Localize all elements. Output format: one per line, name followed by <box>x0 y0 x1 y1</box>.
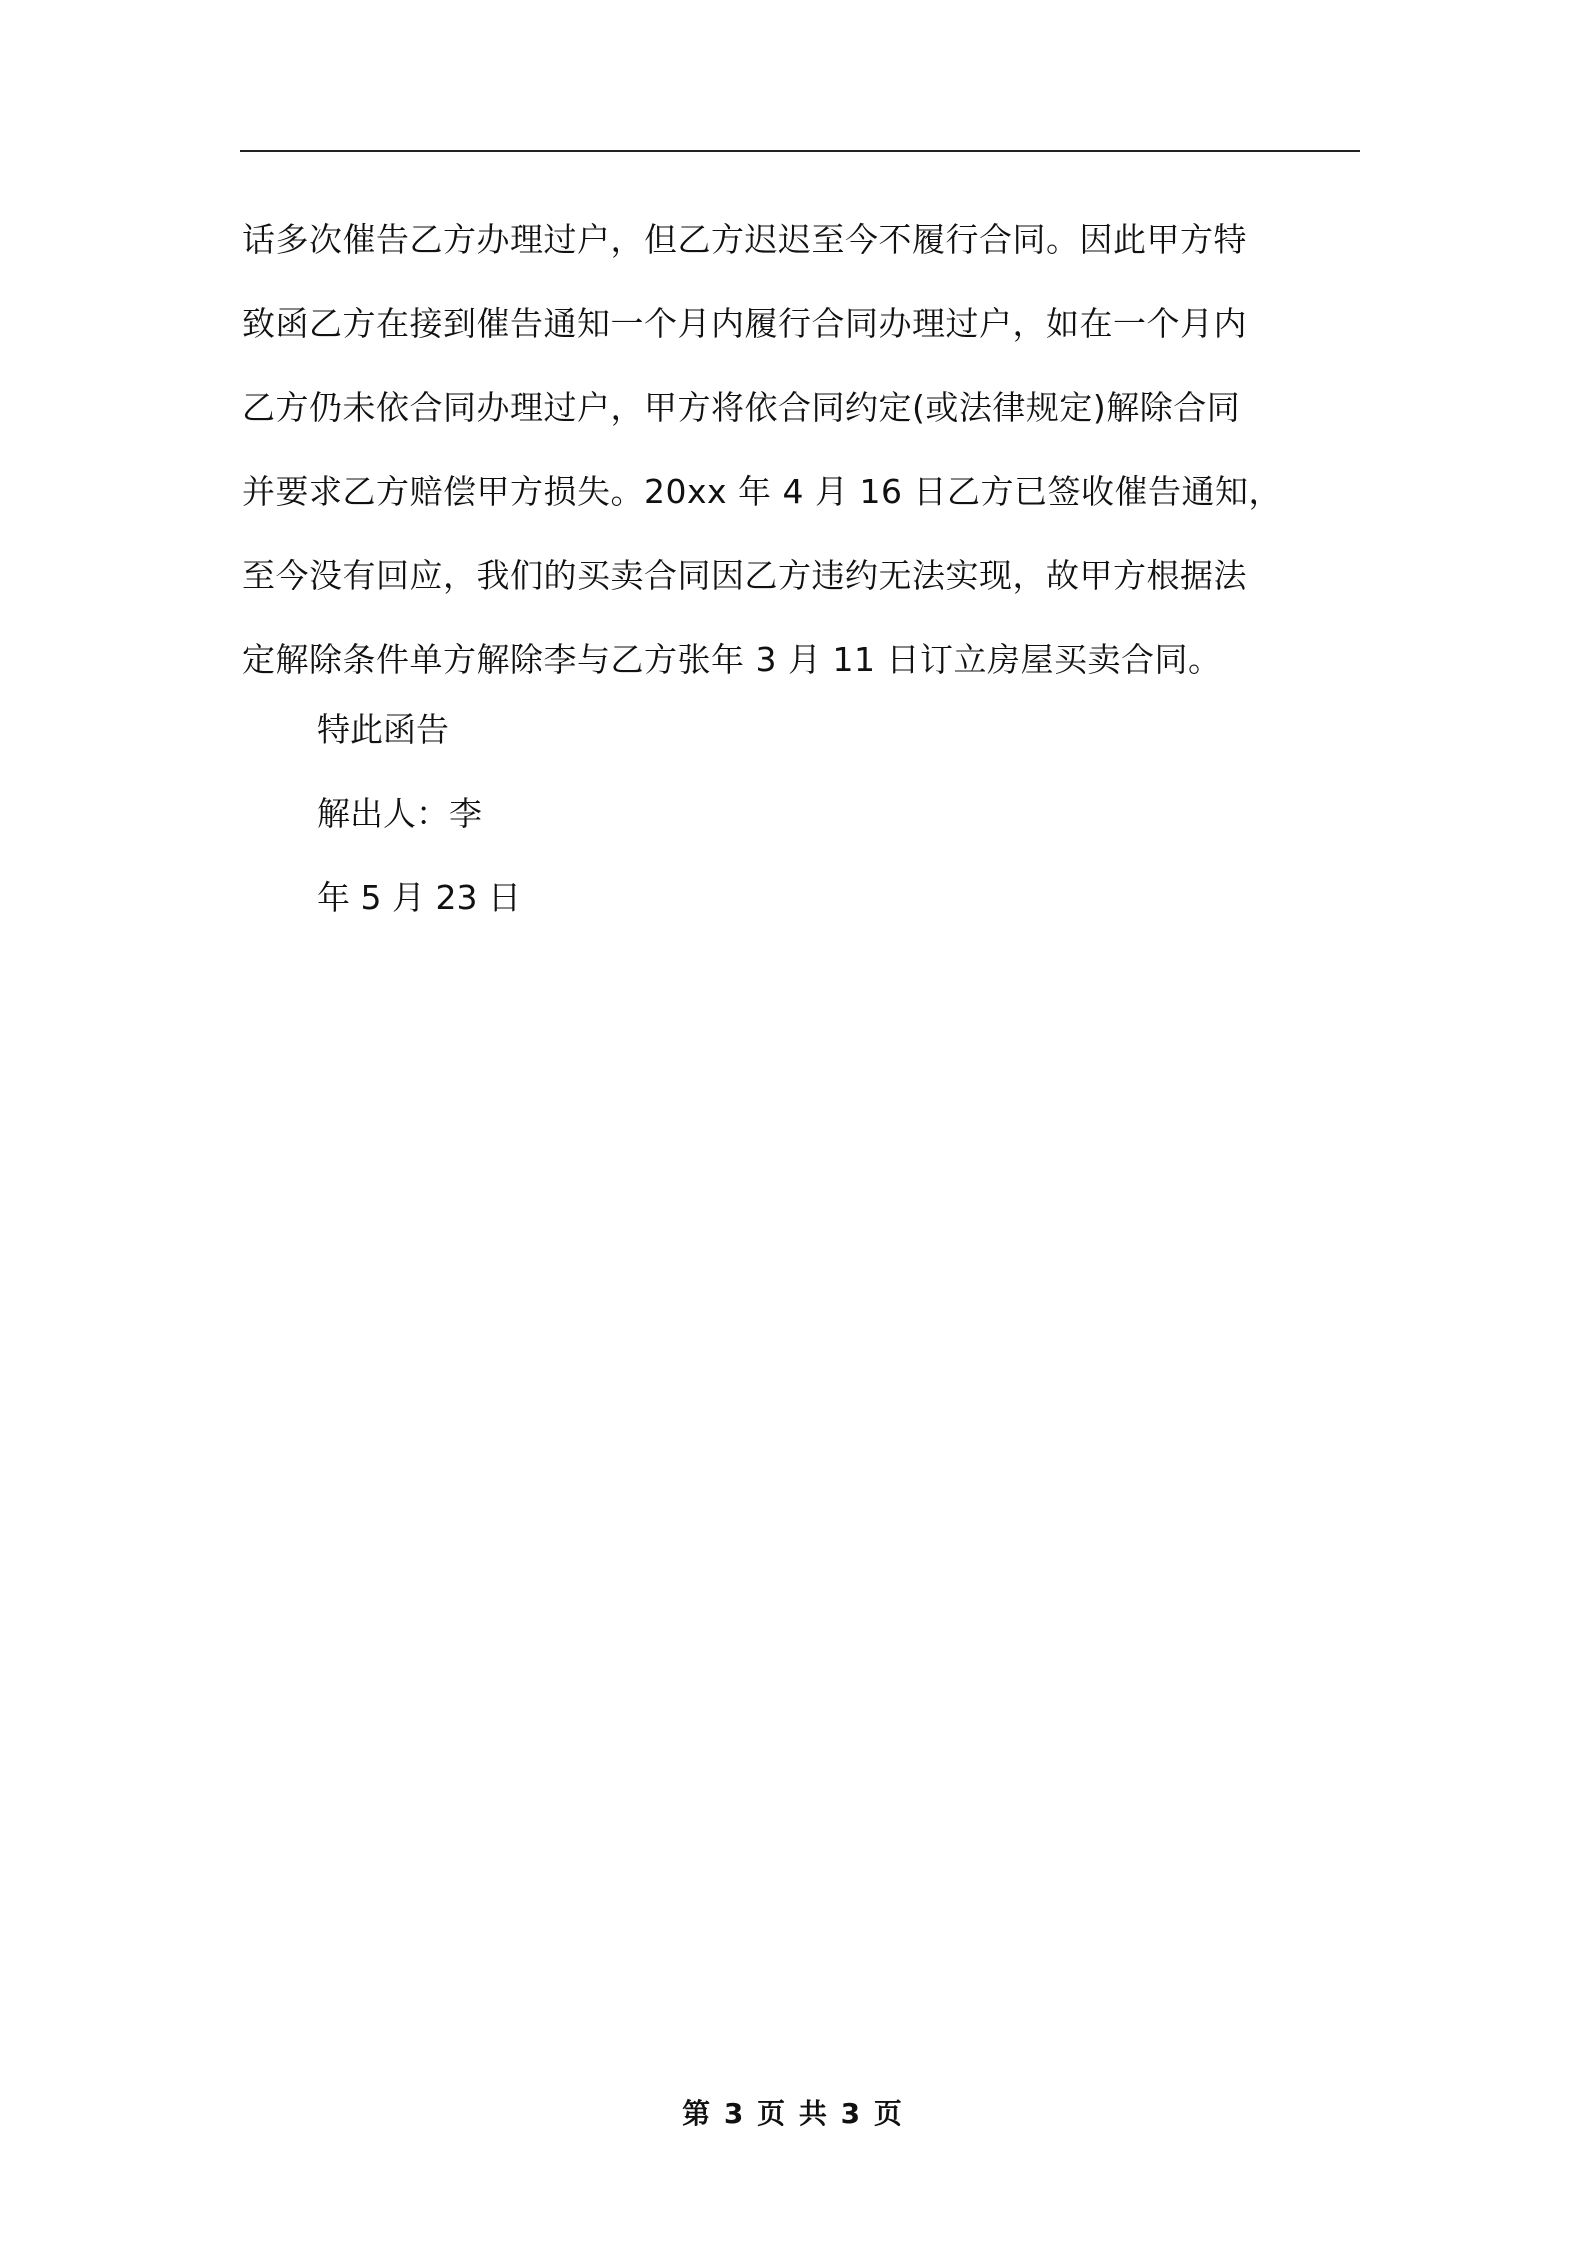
body-line-2: 致函乙方在接到催告通知一个月内履行合同办理过户，如在一个月内 <box>242 304 1247 343</box>
closing-salutation: 特此函告 <box>317 710 449 749</box>
body-line-3: 乙方仍未依合同办理过户，甲方将依合同约定(或法律规定)解除合同 <box>242 388 1241 427</box>
closing-signer: 解出人：李 <box>317 794 482 833</box>
body-paragraph <box>242 198 1360 702</box>
body-line-6: 定解除条件单方解除李与乙方张年 3 月 11 日订立房屋买卖合同。 <box>242 640 1222 679</box>
body-line-4: 并要求乙方赔偿甲方损失。20xx 年 4 月 16 日乙方已签收催告通知， <box>242 472 1282 511</box>
header-rule <box>240 150 1360 152</box>
closing-date: 年 5 月 23 日 <box>317 878 521 917</box>
body-line-5: 至今没有回应，我们的买卖合同因乙方违约无法实现，故甲方根据法 <box>242 556 1247 595</box>
page-number-footer: 第 3 页 共 3 页 <box>682 2097 904 2130</box>
body-line-1: 话多次催告乙方办理过户，但乙方迟迟至今不履行合同。因此甲方特 <box>242 220 1247 259</box>
closing-block <box>317 688 1217 940</box>
